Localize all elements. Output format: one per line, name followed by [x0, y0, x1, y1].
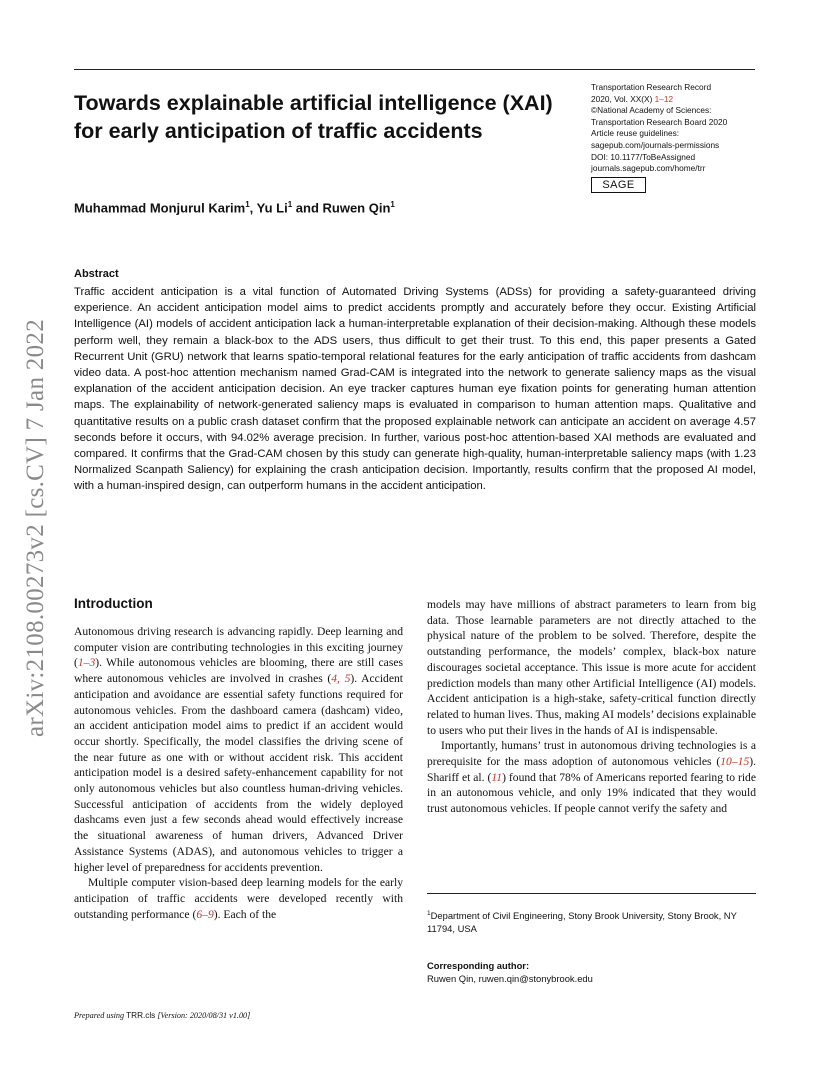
journal-home-url: journals.sagepub.com/home/trr	[591, 163, 706, 174]
paragraph	[74, 875, 403, 922]
paragraph-text: ) found that 78% of Americans reported fearing to ride in an autonomous vehicle, and only 19% indicated that they would trust autonomous vehicles. If people cannot verify the safety and	[427, 770, 756, 816]
class-file-name: TRR.cls	[126, 1011, 156, 1020]
paragraph	[427, 738, 756, 817]
copyright-line: ©National Academy of Sciences:	[591, 105, 712, 116]
citation-link[interactable]: 11	[491, 770, 503, 784]
paragraph-text: Importantly, humans’ trust in autonomous driving technologies is a prerequisite for the mass adoption of autonomous vehicles (	[427, 739, 756, 769]
corresponding-author-contact: Ruwen Qin, ruwen.qin@stonybrook.edu	[427, 973, 593, 984]
abstract-heading: Abstract	[74, 268, 119, 280]
author-affiliation-marker: 1	[245, 200, 250, 209]
author-separator: ,	[249, 200, 257, 216]
paragraph	[427, 597, 756, 738]
author-name: Ruwen Qin	[322, 200, 391, 216]
corresponding-author-heading: Corresponding author:	[427, 960, 530, 971]
affiliation-text: Department of Civil Engineering, Stony Brook University, Stony Brook, NY 11794, USA	[427, 910, 737, 935]
page-range-link[interactable]: 1–12	[654, 93, 674, 104]
author-separator: and	[292, 200, 323, 216]
paragraph-text: ). Each of the	[213, 907, 277, 921]
board-line: Transportation Research Board 2020	[591, 116, 728, 127]
section-heading-introduction: Introduction	[74, 596, 153, 611]
journal-volume: 2020, Vol. XX(X)	[591, 93, 655, 104]
doi-line: DOI: 10.1177/ToBeAssigned	[591, 151, 696, 162]
footnote-marker: 1	[427, 910, 431, 917]
paragraph-text: Autonomous driving research is advancing rapidly. Deep learning and computer vision are contributing technologies in this exciting journey (	[74, 625, 403, 670]
prepared-version: [Version: 2020/08/31 v1.00]	[155, 1011, 251, 1020]
citation-link[interactable]: 10–15	[720, 755, 750, 769]
journal-volume-line	[591, 94, 761, 106]
paragraph-text: ). Accident anticipation and avoidance are essential safety functions required for autonomous vehicles. From the dashboard camera (dashcam) video, an accident anticipation model aims to predict if an accident would occur shortly. Specifically, the model classifies the driving scene of the near future as one with or without accident risk. This accident anticipation model is a desired safety-enhancement capability for not only autonomous vehicles but also countless human-driving vehicles. Successful anticipation of accidents from the widely deployed dashcams even just a few seconds ahead would effectively increase the situational awareness of human drivers, Advanced Driver Assistance Systems (ADAS), and autonomous vehicles to trigger a higher level of preparedness for accidents prevention.	[74, 672, 404, 874]
abstract-body: Traffic accident anticipation is a vital function of Automated Driving Systems (ADSs) for providing a safety-guaranteed driving experience. An accident anticipation model aims to predict accidents promptly and accurately before they occur. Existing Artificial Intelligence (AI) models of accident anticipation lack a human-interpretable explanation of their decision-making. Although these models perform well, they remain a black-box to the ADS users, thus difficult to get their trust. To this end, this paper presents a Gated Recurrent Unit (GRU) network that learns spatio-temporal relational features for the early anticipation of traffic accidents from dashcam video data. A post-hoc attention mechanism named Grad-CAM is integrated into the network to generate saliency maps as the visual explanation of the accident anticipation decision. An eye tracker captures human eye fixation points for generating human attention maps. The explainability of network-generated saliency maps is evaluated in comparison to human attention maps. Qualitative and quantitative results on a public crash dataset confirm that the proposed explainable network can anticipate an accident on average 4.57 seconds before it occurs, with 94.02% average precision. In further, various post-hoc attention-based XAI methods are evaluated and compared. It confirms that the Grad-CAM chosen by this study can generate high-quality, human-interpretable saliency maps (with 1.23 Normalized Scanpath Saliency) for explaining the crash anticipation decision. Importantly, results confirm that the proposed AI model, with a human-inspired design, can outperform humans in the accident anticipation.	[74, 286, 756, 493]
paragraph	[74, 624, 403, 875]
journal-info	[591, 82, 761, 175]
paper-title: Towards explainable artificial intelligence (XAI) for early anticipation of traffic accidents	[74, 91, 553, 143]
author-name: Muhammad Monjurul Karim	[74, 200, 246, 216]
body-column-left	[74, 624, 403, 922]
header-rule	[74, 69, 755, 70]
citation-link[interactable]: 4, 5	[331, 672, 351, 686]
reuse-label: Article reuse guidelines:	[591, 128, 680, 139]
author-list	[74, 200, 395, 215]
prepared-prefix: Prepared using	[74, 1011, 127, 1020]
citation-link[interactable]: 6–9	[196, 907, 214, 921]
paragraph-text: ). While autonomous vehicles are blooming, there are still cases where autonomous vehicles are involved in crashes (	[74, 656, 403, 686]
author-affiliation-marker: 1	[287, 200, 293, 209]
paragraph-text: models may have millions of abstract parameters to learn from big data. Those learnable parameters are not directly attached to the physical nature of the problem to be solved. Therefore, despite the outstanding performance, the models’ complex, black-box nature discourages societal acceptance. This issue is more acute for accident prediction models than many other Artificial Intelligence (AI) models. Accident anticipation is a high-stake, safety-critical function directly related to human lives. Thus, making AI models’ decisions explainable to users who put their lives in the hands of AI is indispensable.	[427, 598, 756, 737]
paragraph-text: ). Shariff et al. (	[427, 755, 756, 784]
footnote-rule	[427, 893, 756, 894]
affiliation-footnote	[427, 907, 767, 935]
journal-name: Transportation Research Record	[591, 82, 712, 92]
sage-logo: SAGE	[591, 177, 646, 193]
prepared-using-note	[74, 1011, 250, 1020]
paragraph-text: Multiple computer vision-based deep learning models for the early anticipation of traffic accidents were developed recently with outstanding performance (	[74, 876, 403, 921]
author-affiliation-marker: 1	[390, 200, 395, 209]
citation-link[interactable]: 1–3	[77, 656, 96, 670]
body-column-right	[427, 597, 756, 817]
author-name: Yu Li	[256, 200, 288, 216]
reuse-url: sagepub.com/journals-permissions	[591, 139, 720, 150]
arxiv-stamp: arXiv:2108.00273v2 [cs.CV] 7 Jan 2022	[22, 319, 49, 737]
